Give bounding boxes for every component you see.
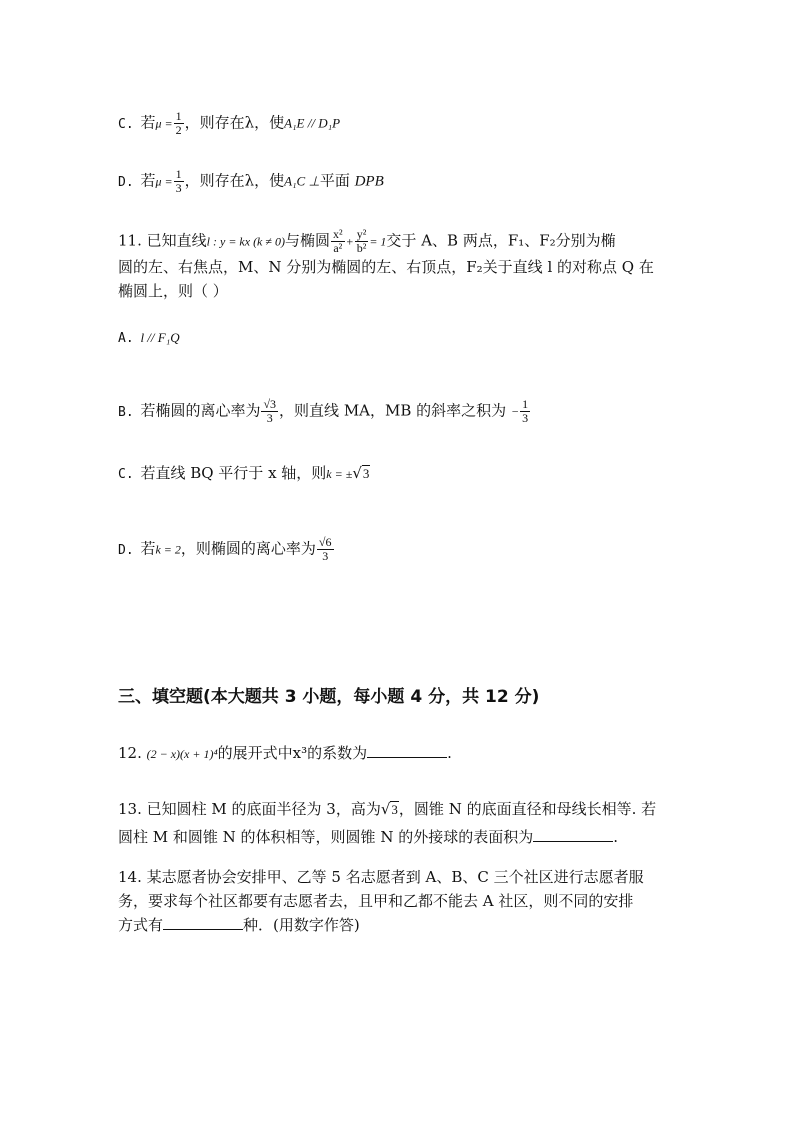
question-number: 13.: [118, 800, 142, 818]
option-label: A.: [118, 331, 134, 346]
q13-line-2: [118, 826, 618, 848]
question-expression: (2 − x)(x + 1)⁴: [146, 747, 218, 761]
fraction-numerator: y²: [356, 227, 367, 241]
sign: −: [510, 404, 520, 419]
condition-lhs: μ =: [155, 116, 173, 131]
q11-line-1: 11. 已知直线l : y = kx (k ≠ 0)与椭圆 $\frac{\text{x²}}{\text{a²}}$ + $\frac{\text{y²}}{\text{b²}}$ = 1交于 A、B 两点，F₁、F₂分别为椭: [118, 227, 616, 255]
option-middle-text: ，则存在λ，使: [184, 113, 285, 132]
fraction-denominator: 3: [266, 411, 273, 425]
q14-line-3: [118, 914, 360, 936]
q11-line-3: 椭圆上，则（ ）: [118, 282, 228, 300]
question-text: 圆柱 M 和圆锥 N 的体积相等，则圆锥 N 的外接球的表面积为: [118, 828, 534, 846]
question-text: 已知直线: [146, 231, 207, 250]
option-expression: A₁C ⊥: [284, 173, 320, 189]
question-text: 交于 A、B 两点，F₁、F₂分别为椭: [386, 231, 616, 250]
option-post-text: 平面: [319, 171, 355, 190]
question-number: 14.: [118, 868, 142, 886]
ellipse-rhs: = 1: [369, 234, 387, 249]
ellipse-x-fraction: [331, 228, 345, 255]
fraction-denominator: b²: [356, 241, 367, 255]
option-label: B.: [118, 404, 134, 420]
condition-lhs: μ =: [155, 174, 173, 189]
question-text: 某志愿者协会安排甲、乙等 5 名志愿者到 A、B、C 三个社区进行志愿者服: [146, 868, 644, 886]
fraction-denominator: a²: [333, 241, 343, 255]
question-text: 的展开式中x³的系数为: [217, 744, 368, 762]
option-middle-text: ，则椭圆的离心率为: [180, 539, 316, 558]
sqrt-symbol: √3: [352, 464, 370, 482]
question-end: .: [447, 744, 452, 762]
option-expression: k = 2: [155, 542, 181, 557]
option-prefix: 若: [140, 171, 156, 190]
option-middle-text: ，则直线 MA，MB 的斜率之积为: [279, 401, 507, 420]
option-label: C.: [118, 467, 134, 482]
answer-blank[interactable]: [533, 827, 613, 842]
fraction-numerator: x²: [332, 227, 343, 241]
condition-fraction: [174, 168, 184, 195]
eccentricity-fraction: [317, 536, 334, 563]
option-expression: l // F₁Q: [140, 330, 180, 345]
q14-line-2: 务，要求每个社区都要有志愿者去，且甲和乙都不能去 A 社区，则不同的安排: [118, 892, 634, 910]
q14-line-1: [118, 866, 644, 888]
fraction-numerator: √3: [263, 397, 277, 411]
option-expression: k = ±: [326, 467, 353, 481]
fraction-denominator: 3: [322, 549, 329, 563]
line-equation: l : y = kx (k ≠ 0): [206, 234, 285, 249]
q11-option-a: [118, 326, 180, 350]
plane-name: DPB: [354, 173, 384, 190]
fraction-denominator: 2: [175, 123, 182, 137]
question-text: 方式有: [118, 916, 164, 934]
fraction-numerator: √6: [318, 535, 332, 549]
q13-line-1: [118, 798, 656, 821]
option-expression: A₁E // D₁P: [284, 115, 341, 131]
q11-option-c: [118, 462, 370, 486]
fraction-numerator: 1: [175, 167, 182, 181]
radicand: 3: [391, 802, 398, 817]
option-prefix: 若: [140, 113, 156, 132]
ellipse-y-fraction: [355, 228, 369, 255]
fraction-numerator: 1: [175, 109, 182, 123]
question-number: 11.: [118, 231, 142, 250]
option-prefix: 若直线 BQ 平行于 x 轴，则: [140, 464, 327, 482]
q11-line-2: 圆的左、右焦点，M、N 分别为椭圆的左、右顶点，F₂关于直线 l 的对称点 Q 在: [118, 258, 654, 276]
q10-option-d: [118, 168, 384, 195]
answer-blank[interactable]: [367, 743, 447, 758]
section-title: 三、填空题(本大题共 3 小题，每小题 4 分，共 12 分): [118, 687, 540, 707]
option-prefix: 若椭圆的离心率为: [140, 401, 261, 420]
q12: [118, 742, 452, 765]
question-text: 与椭圆: [284, 231, 330, 250]
eccentricity-fraction: [261, 398, 278, 425]
q10-option-c: [118, 110, 340, 137]
option-label: D.: [118, 542, 134, 558]
option-label: D.: [118, 174, 134, 190]
option-prefix: 若: [140, 539, 156, 558]
fraction-denominator: 3: [175, 181, 182, 195]
fraction-numerator: 1: [522, 397, 529, 411]
question-text: 已知圆柱 M 的底面半径为 3，高为: [146, 800, 381, 818]
sqrt-symbol: √3: [380, 800, 398, 818]
q11-option-b: [118, 398, 531, 425]
answer-blank[interactable]: [163, 915, 243, 930]
question-end: .: [613, 828, 619, 846]
condition-fraction: [174, 110, 184, 137]
slope-product-fraction: [520, 398, 530, 425]
radicand: 3: [362, 466, 370, 481]
fraction-denominator: 3: [522, 411, 529, 425]
q11-option-d: [118, 536, 335, 563]
question-text: ，圆锥 N 的底面直径和母线长相等. 若: [398, 800, 657, 818]
question-number: 12.: [118, 744, 142, 762]
option-middle-text: ，则存在λ，使: [184, 171, 285, 190]
option-label: C.: [118, 116, 134, 132]
question-text: 种．(用数字作答): [243, 916, 360, 934]
